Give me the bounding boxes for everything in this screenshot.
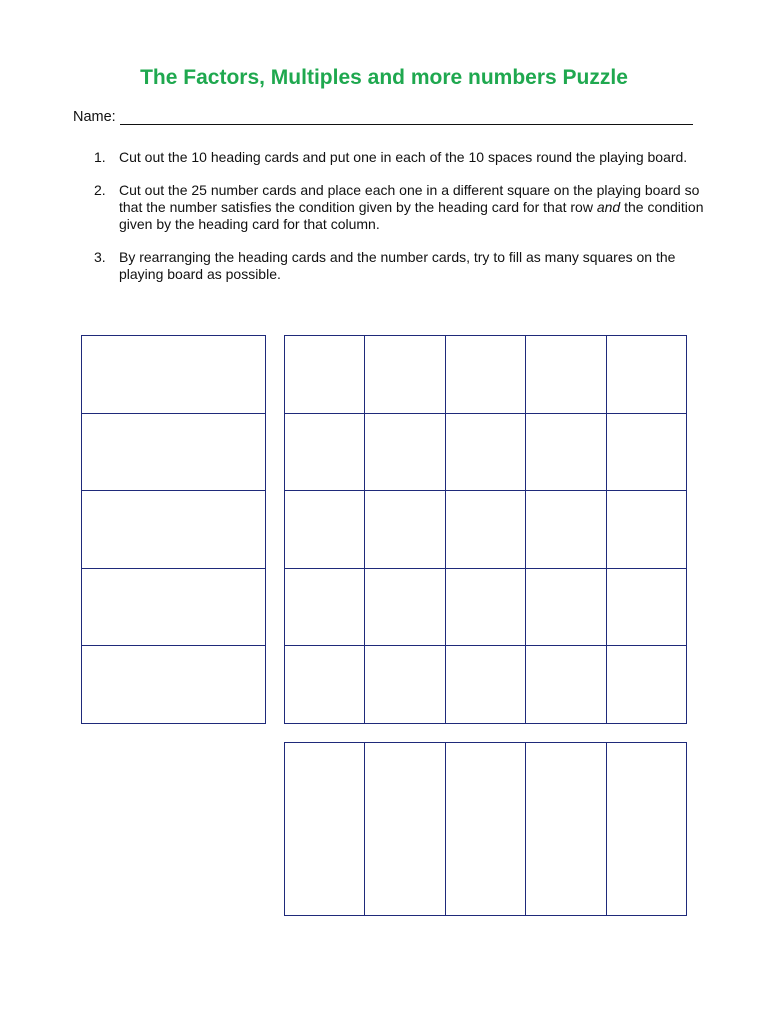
instruction-item (94, 182, 704, 233)
board-square[interactable] (365, 646, 445, 724)
instruction-emphasis: and (596, 199, 621, 215)
instruction-text (119, 182, 704, 232)
row-heading-space[interactable] (82, 414, 266, 492)
board-square[interactable] (285, 336, 365, 414)
board-square[interactable] (365, 336, 445, 414)
name-field[interactable] (73, 109, 693, 125)
instructions-list (94, 149, 704, 299)
playing-board (284, 335, 687, 724)
instruction-number: 1. (94, 149, 106, 165)
board-square[interactable] (285, 491, 365, 569)
board-square[interactable] (526, 646, 606, 724)
board-square[interactable] (446, 414, 526, 492)
board-square[interactable] (607, 491, 687, 569)
column-heading-spaces (284, 742, 687, 916)
name-label: Name: (73, 109, 116, 125)
board-square[interactable] (365, 414, 445, 492)
board-square[interactable] (285, 569, 365, 647)
instruction-number: 2. (94, 182, 106, 198)
row-heading-space[interactable] (82, 646, 266, 724)
row-heading-space[interactable] (82, 569, 266, 647)
instruction-item (94, 249, 704, 283)
row-heading-space[interactable] (82, 491, 266, 569)
board-square[interactable] (526, 336, 606, 414)
column-heading-space[interactable] (285, 743, 365, 916)
instruction-text: By rearranging the heading cards and the number cards, try to fill as many squares on the playing board as possible. (119, 249, 676, 282)
row-heading-space[interactable] (82, 336, 266, 414)
board-square[interactable] (607, 336, 687, 414)
column-heading-space[interactable] (607, 743, 687, 916)
board-square[interactable] (365, 569, 445, 647)
name-blank-line[interactable] (120, 109, 693, 125)
board-square[interactable] (446, 646, 526, 724)
board-square[interactable] (526, 491, 606, 569)
board-square[interactable] (607, 569, 687, 647)
row-heading-spaces (81, 335, 266, 724)
column-heading-space[interactable] (526, 743, 606, 916)
instruction-number: 3. (94, 249, 106, 265)
board-square[interactable] (446, 569, 526, 647)
instruction-text-end: the condition given by the heading card for that column. (119, 199, 704, 232)
board-square[interactable] (285, 414, 365, 492)
board-square[interactable] (446, 491, 526, 569)
column-heading-space[interactable] (446, 743, 526, 916)
board-square[interactable] (446, 336, 526, 414)
instruction-text: Cut out the 10 heading cards and put one in each of the 10 spaces round the playing board. (119, 149, 688, 165)
board-square[interactable] (285, 646, 365, 724)
page-title: The Factors, Multiples and more numbers Puzzle (140, 66, 628, 89)
column-heading-space[interactable] (365, 743, 445, 916)
board-square[interactable] (607, 646, 687, 724)
board-square[interactable] (526, 414, 606, 492)
instruction-item (94, 149, 704, 166)
instruction-text-start: Cut out the 25 number cards and place each one in a different square on the playing board so that the number satisfies the condition given by the heading card for that row (119, 182, 700, 215)
board-square[interactable] (607, 414, 687, 492)
board-square[interactable] (365, 491, 445, 569)
board-square[interactable] (526, 569, 606, 647)
